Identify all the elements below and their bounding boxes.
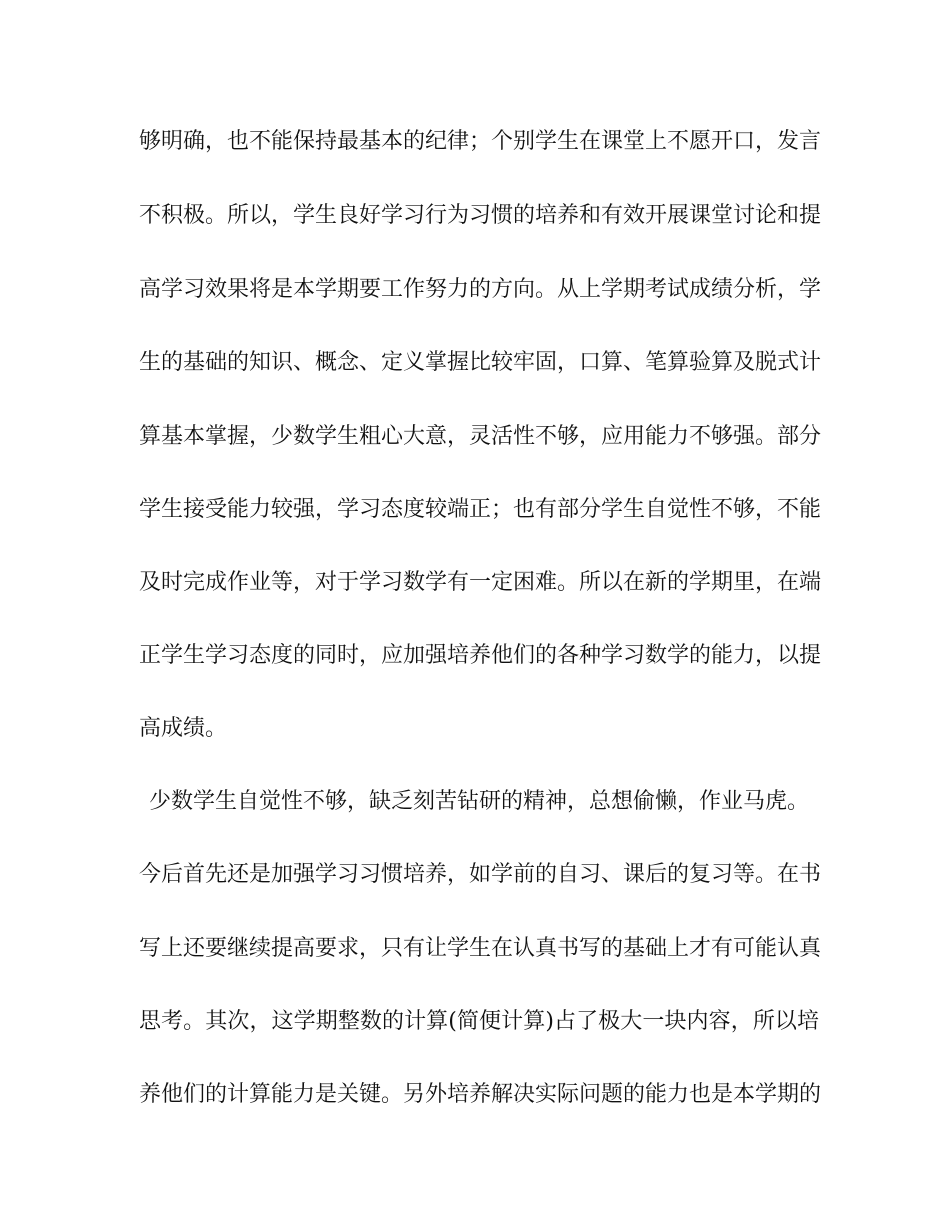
- text-line-7: 及时完成作业等，对于学习数学有一定困难。所以在新的学期里，在端: [139, 570, 822, 595]
- text-line-14: 养他们的计算能力是关键。另外培养解决实际问题的能力也是本学期的: [139, 1082, 822, 1107]
- text-line-1: 够明确，也不能保持最基本的纪律；个别学生在课堂上不愿开口，发言: [139, 129, 822, 154]
- text-line-6: 学生接受能力较强，学习态度较端正；也有部分学生自觉性不够，不能: [139, 497, 822, 522]
- text-line-11: 今后首先还是加强学习习惯培养，如学前的自习、课后的复习等。在书: [139, 862, 822, 887]
- text-line-4: 生的基础的知识、概念、定义掌握比较牢固，口算、笔算验算及脱式计: [139, 350, 822, 375]
- text-line-9: 高成绩。: [139, 716, 228, 741]
- text-line-2: 不积极。所以，学生良好学习行为习惯的培养和有效开展课堂讨论和提: [139, 203, 822, 228]
- text-line-3: 高学习效果将是本学期要工作努力的方向。从上学期考试成绩分析，学: [139, 277, 822, 302]
- text-line-8: 正学生学习态度的同时，应加强培养他们的各种学习数学的能力，以提: [139, 643, 822, 668]
- text-line-5: 算基本掌握，少数学生粗心大意，灵活性不够，应用能力不够强。部分: [139, 424, 822, 449]
- text-line-13: 思考。其次，这学期整数的计算(简便计算)占了极大一块内容，所以培: [139, 1009, 819, 1034]
- text-line-10: 少数学生自觉性不够，缺乏刻苦钻研的精神，总想偷懒，作业马虎。: [149, 789, 810, 814]
- text-line-12: 写上还要继续提高要求，只有让学生在认真书写的基础上才有可能认真: [139, 936, 822, 961]
